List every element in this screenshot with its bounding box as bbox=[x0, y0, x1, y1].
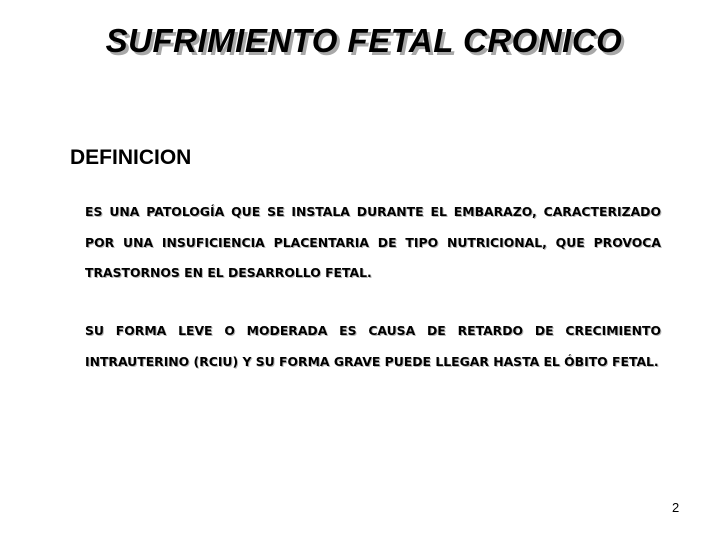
page-number: 2 bbox=[672, 500, 680, 515]
slide-title: SUFRIMIENTO FETAL CRONICO bbox=[105, 22, 623, 59]
severity-paragraph: SU FORMA LEVE O MODERADA ES CAUSA DE RETARDO DE CRECIMIENTO INTRAUTERINO (RCIU) Y SU FORMA GRAVE PUEDE LLEGAR HASTA EL ÓBITO FETAL. bbox=[85, 323, 661, 369]
definition-paragraph: ES UNA PATOLOGÍA QUE SE INSTALA DURANTE EL EMBARAZO, CARACTERIZADO POR UNA INSUFICIENCIA PLACENTARIA DE TIPO NUTRICIONAL, QUE PROVOCA TRASTORNOS EN EL DESARROLLO FETAL. bbox=[85, 204, 661, 281]
section-heading: DEFINICION bbox=[70, 146, 192, 169]
